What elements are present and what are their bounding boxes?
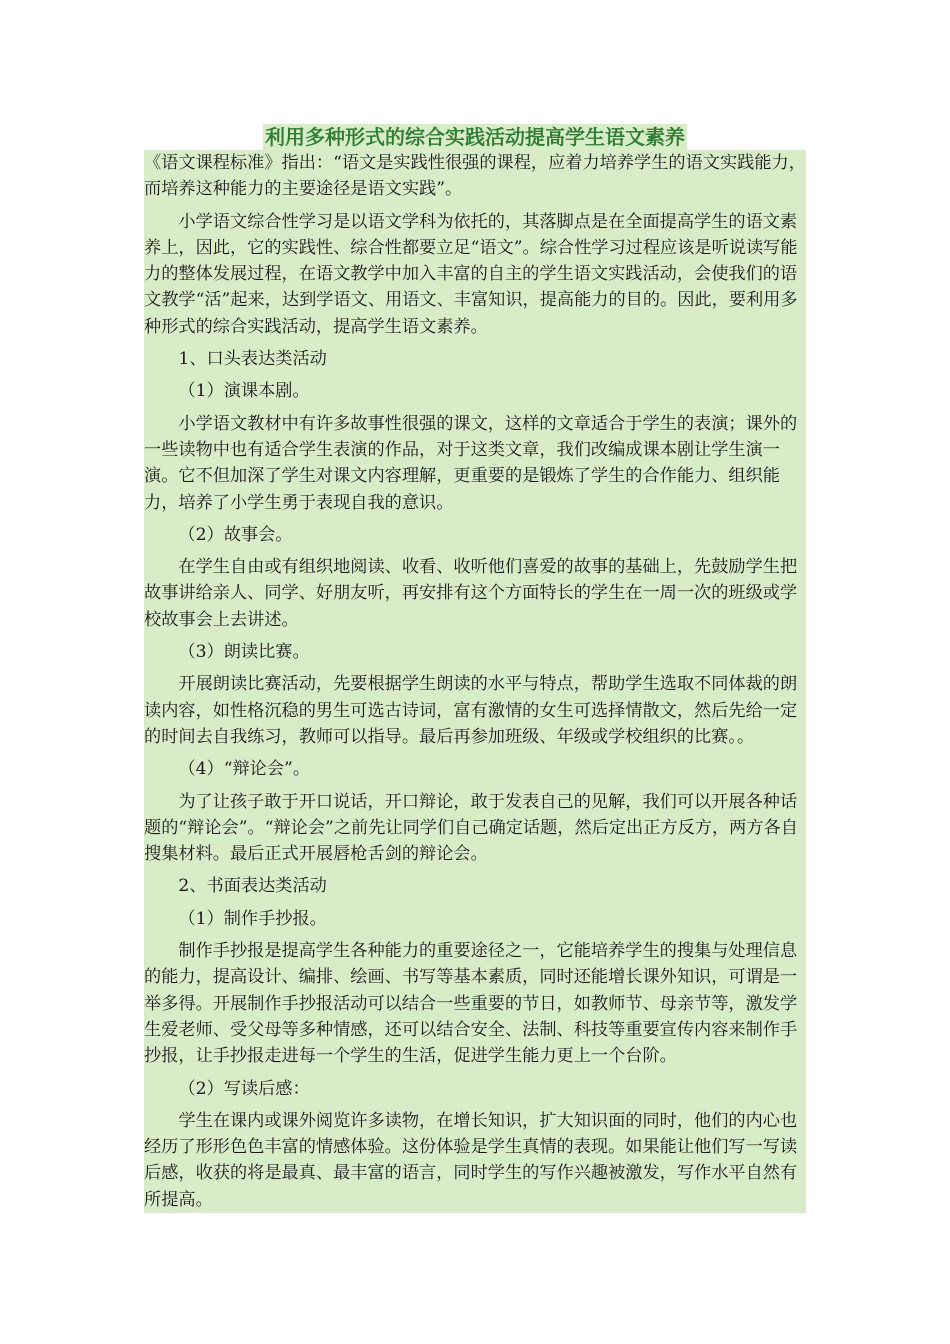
subheading-review: （2）写读后感： <box>178 1078 310 1099</box>
section-heading-oral: 1、口头表达类活动 <box>178 349 327 370</box>
paragraph-newspaper: 制作手抄报是提高学生各种能力的重要途径之一，它能培养学生的搜集与处理信息的能力，提高设计、编排、绘画、书写等基本素质，同时还能增长课外知识，可谓是一举多得。开展制作手抄报活动可以结合一些重要的节日，如教师节、母亲节等，激发学生爱老师、受父母等多种情感，还可以结合安全、法制、科技等重要宣传内容来制作手抄报，让手抄报走进每一个学生的生活，促进学生能力更上一个台阶。 <box>144 941 798 1067</box>
title-wrap <box>0 124 950 150</box>
paragraph-play: 小学语文教材中有许多故事性很强的课文，这样的文章适合于学生的表演；课外的一些读物中也有适合学生表演的作品，对于这类文章，我们改编成课本剧让学生演一演。它不但加深了学生对课文内容理解，更重要的是锻炼了学生的合作能力、组织能力，培养了小学生勇于表现自我的意识。 <box>144 413 798 513</box>
document-body <box>144 150 806 1213</box>
document-title: 利用多种形式的综合实践活动提高学生语文素养 <box>265 125 685 149</box>
subheading-play: （1）演课本剧。 <box>178 381 310 402</box>
paragraph-intro: 《语文课程标准》指出：“语文是实践性很强的课程，应着力培养学生的语文实践能力，而培养这种能力的主要途径是语文实践”。 <box>144 153 806 200</box>
paragraph-debate: 为了让孩子敢于开口说话，开口辩论，敢于发表自己的见解，我们可以开展各种话题的“辩论会”。“辩论会”之前先让同学们自己确定话题，然后定出正方反方，两方各自搜集材料。最后正式开展唇枪舌剑的辩论会。 <box>144 791 798 865</box>
paragraph-review: 学生在课内或课外阅览许多读物，在增长知识，扩大知识面的同时，他们的内心也经历了形形色色丰富的情感体验。这份体验是学生真情的表现。如果能让他们写一写读后感，收获的将是最真、最丰富的语言，同时学生的写作兴趣被激发，写作水平自然有所提高。 <box>144 1110 798 1210</box>
subheading-newspaper: （1）制作手抄报。 <box>178 908 327 929</box>
paragraph-overview: 小学语文综合性学习是以语文学科为依托的，其落脚点是在全面提高学生的语文素养上，因此，它的实践性、综合性都要立足“语文”。综合性学习过程应该是听说读写能力的整体发展过程，在语文教学中加入丰富的自主的学生语文实践活动，会使我们的语文教学“活”起来，达到学语文、用语文、丰富知识，提高能力的目的。因此，要利用多种形式的综合实践活动，提高学生语文素养。 <box>144 211 798 337</box>
section-heading-written: 2、书面表达类活动 <box>178 876 327 897</box>
subheading-story: （2）故事会。 <box>178 524 293 545</box>
subheading-debate: （4）“辩论会”。 <box>178 759 311 780</box>
paragraph-story: 在学生自由或有组织地阅读、收看、收听他们喜爱的故事的基础上，先鼓励学生把故事讲给亲人、同学、好朋友听，再安排有这个方面特长的学生在一周一次的班级或学校故事会上去讲述。 <box>144 557 798 630</box>
paragraph-reading: 开展朗读比赛活动，先要根据学生朗读的水平与特点，帮助学生选取不同体裁的朗读内容，如性格沉稳的男生可选古诗词，富有激情的女生可选择情散文，然后先给一定的时间去自我练习，教师可以指导。最后再参加班级、年级或学校组织的比赛。。 <box>144 674 798 747</box>
subheading-reading: （3）朗读比赛。 <box>178 642 310 663</box>
